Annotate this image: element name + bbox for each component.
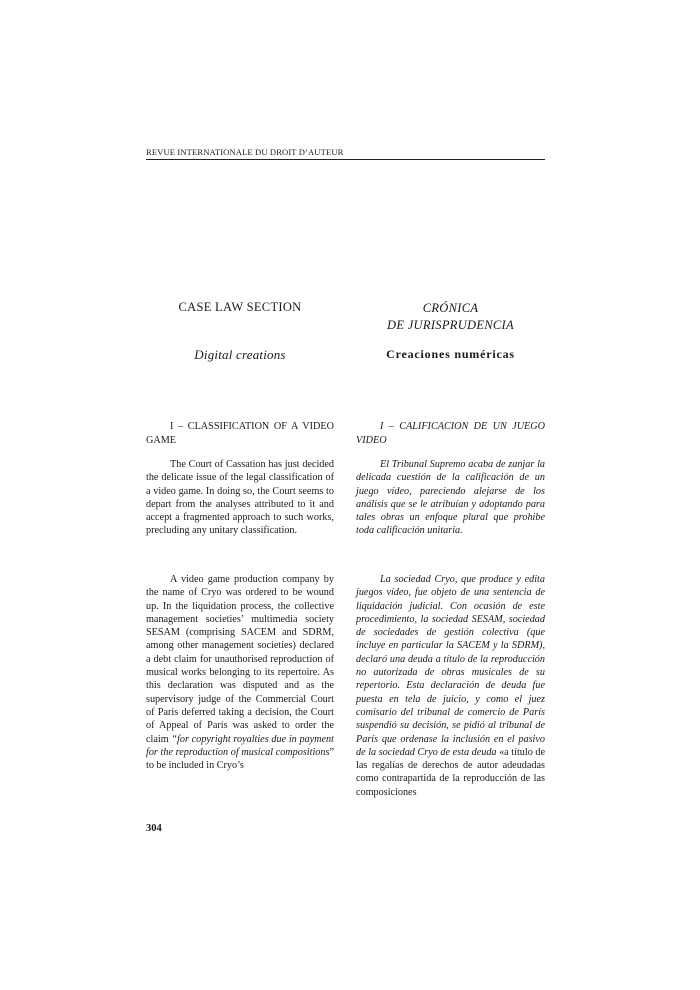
paragraph-spanish-2-italic: La sociedad Cryo, que produce y edita juegos vídeo, fue objeto de una sentencia de liquidación judicial. Con ocasión de este procedimiento, la sociedad SESAM, sociedad de sociedades de gestión colectiva (que incluye en particular la SACEM y la SDRM), declaró una deuda a título de la reproducción no autorizada de obras musicales de su repertorio. Esta declaración de deuda fue puesta en tela de juicio, y como el juez comisario del tribunal de comercio de París suspendió su decisión, se pidió al tribunal de París que ordenase la inclusión en el pasivo de la sociedad Cryo de esta deuda [356, 574, 545, 758]
section-title-spanish-line1: CRÓNICA [422, 301, 479, 315]
section-title-english: CASE LAW SECTION [178, 300, 302, 314]
paragraph-english-2-text: A video game production company by the name of Cryo was ordered to be wound up. In the liquidation process, the collective management societies’ multimedia society SESAM (comprising SACEM and SDRM, among other management societies) declared a debt claim for unauthorised reproduction of musical works belonging to its repertoire. As this declaration was disputed and as the supervisory judge of the Commercial Court of Paris deferred taking a decision, the Court of Appeal of Paris was asked to order the claim [146, 574, 334, 745]
paragraph-spanish-2 [356, 573, 545, 799]
running-header: REVUE INTERNATIONALE DU DROIT D’AUTEUR [146, 147, 344, 157]
paragraph-spanish-1: El Tribunal Supremo acaba de zanjar la delicada cuestión de la calificación de un juego vídeo, pareciendo alejarse de los análisis que se le atribuían y adoptando para tales obras un enfoque plural que prohibe toda calificación unitaria. [356, 459, 545, 537]
heading-spanish: I – CALIFICACION DE UN JUEGO VIDEO [356, 421, 545, 446]
paragraph-english-2-quote: “for copyright royalties due in payment for the reproduction of musical compositions [146, 733, 334, 758]
section-title-spanish [356, 300, 545, 334]
header-rule [146, 159, 545, 160]
subsection-english: Digital creations [194, 347, 286, 362]
section-title-spanish-line2: DE JURISPRUDENCIA [387, 318, 514, 332]
subsection-spanish: Creaciones numéricas [386, 347, 515, 361]
heading-english: I – CLASSIFICATION OF A VIDEO GAME [146, 421, 334, 446]
paragraph-english-1: The Court of Cassation has just decided the delicate issue of the legal classification of a video game. In doing so, the Court seems to depart from the analyses attributed to it and accept a fragmented approach to such works, precluding any unitary classification. [146, 459, 334, 537]
paragraph-english-2 [146, 573, 334, 772]
paragraph-spanish-2-roman: «a título de las regalías de derechos de autor adeudadas como contrapartida de la reproducción de las composiciones [356, 746, 545, 798]
paragraph-english-2-end: ” to be included in Cryo’s [146, 746, 334, 772]
page-number: 304 [146, 823, 162, 834]
